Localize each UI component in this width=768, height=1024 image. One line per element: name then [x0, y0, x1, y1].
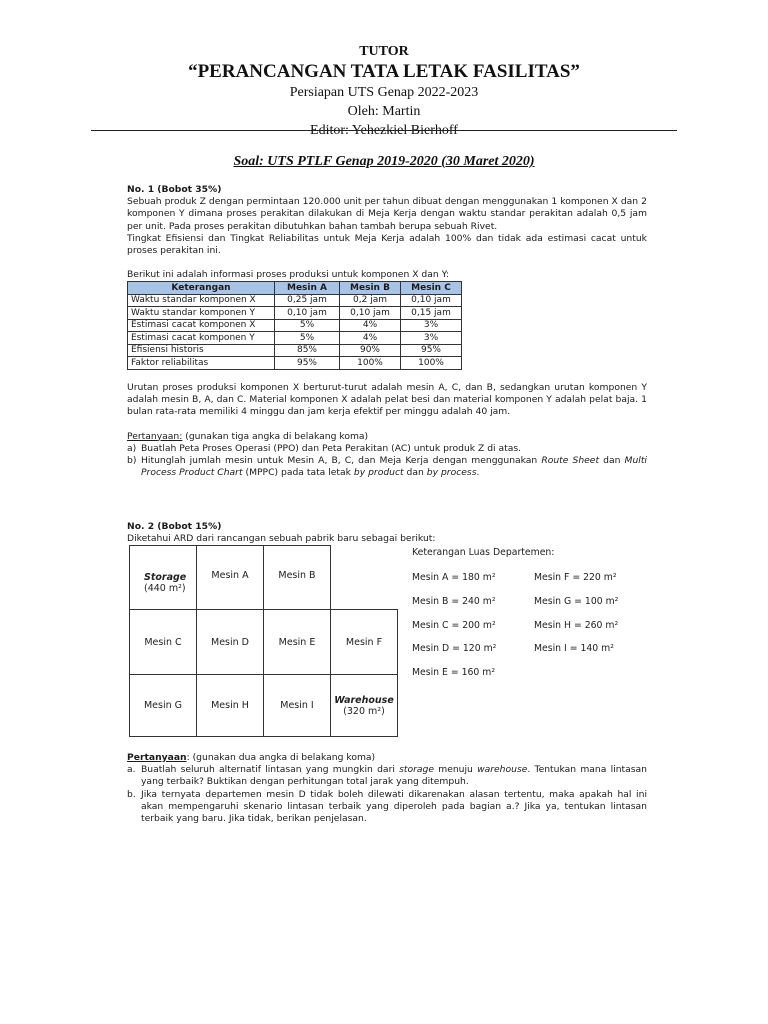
warehouse-label: Warehouse	[334, 694, 394, 706]
ard-cell-mesin-c	[129, 609, 197, 675]
list-marker: a)	[127, 442, 137, 454]
header-author: Oleh: Martin	[347, 104, 421, 119]
text-run: . Tentukan mana lintasan yang terbaik? Buktikan dengan perhitungan total jarak yang ditempuh.	[141, 764, 647, 788]
table-header-row	[128, 282, 462, 295]
table-cell: Estimasi cacat komponen Y	[128, 332, 275, 345]
table-cell: 4%	[340, 332, 401, 345]
area-item: Mesin A = 180 m²	[412, 572, 496, 583]
text-run: .	[476, 467, 480, 479]
question-1-paragraph-3: Urutan proses produksi komponen X berturut-turut adalah mesin A, C, dan B, sedangkan urutan komponen Y adalah mesin B, A, dan C. Material komponen X adalah pelat besi dan material komponen Y adalah pelat baja. 1 bulan rata-rata memiliki 4 minggu dan jam kerja efektif per minggu adalah 40 jam.	[127, 381, 647, 418]
question-1-prompt-note: (gunakan tiga angka di belakang koma)	[182, 430, 369, 442]
list-marker: b.	[127, 788, 136, 800]
text-run-italic: by process	[426, 467, 477, 479]
ard-cell-label: Mesin D	[211, 636, 249, 648]
table-cell: 0,25 jam	[275, 294, 340, 307]
text-run: menuju	[434, 764, 478, 776]
table-cell: 100%	[340, 357, 401, 370]
question-2-heading-block	[127, 521, 647, 545]
question-1-heading: No. 1 (Bobot 35%)	[127, 184, 222, 195]
ard-cell-label: Mesin H	[211, 700, 249, 711]
table-cell: 0,15 jam	[401, 307, 462, 320]
table-row	[128, 294, 462, 307]
question-2-prompt-note: : (gunakan dua angka di belakang koma)	[186, 752, 376, 763]
ard-cell-label: Mesin B	[278, 570, 316, 581]
area-item: Mesin C = 200 m²	[412, 620, 496, 631]
question-2-prompt	[127, 752, 647, 764]
warehouse-area: (320 m²)	[343, 705, 385, 717]
text-run: Hitunglah jumlah mesin untuk Mesin A, B, C, dan Meja Kerja dengan menggunakan	[141, 454, 542, 466]
ard-cell-label: Mesin C	[144, 636, 182, 648]
storage-label: Storage	[144, 572, 187, 583]
production-info-table	[127, 281, 462, 370]
table-cell: 0,10 jam	[275, 307, 340, 320]
header-divider	[91, 130, 677, 131]
table-cell: Efisiensi historis	[128, 344, 275, 357]
list-marker: a.	[127, 764, 136, 776]
header-tutor: TUTOR	[359, 44, 409, 59]
ard-cell-mesin-a	[196, 545, 264, 610]
question-1a-text: Buatlah Peta Proses Operasi (PPO) dan Peta Perakitan (AC) untuk produk Z di atas.	[141, 442, 522, 454]
table-cell: 5%	[275, 319, 340, 332]
question-2-prompt-label: Pertanyaan	[127, 752, 187, 763]
ard-cell-mesin-e	[263, 609, 331, 675]
table-cell: 95%	[401, 344, 462, 357]
header-editor: Editor: Yehezkiel Bierhoff	[310, 123, 458, 138]
question-1-prompt	[127, 431, 647, 443]
list-item	[127, 789, 647, 826]
question-1-section	[127, 184, 647, 479]
ard-cell-mesin-d	[196, 609, 264, 675]
ard-cell-mesin-h	[196, 674, 264, 737]
question-2-heading: No. 2 (Bobot 15%)	[127, 521, 222, 532]
table-intro: Berikut ini adalah informasi proses produksi untuk komponen X dan Y:	[127, 269, 450, 281]
ard-cell-mesin-g	[129, 674, 197, 737]
question-1-prompt-label: Pertanyaan:	[127, 430, 183, 442]
question-2-section	[127, 752, 647, 825]
table-row	[128, 307, 462, 320]
table-cell: 3%	[401, 332, 462, 345]
list-item	[127, 764, 647, 788]
table-cell: 4%	[340, 319, 401, 332]
question-2-list	[127, 764, 647, 825]
question-1-paragraph-1: Sebuah produk Z dengan permintaan 120.000 unit per tahun dibuat dengan menggunakan 1 komponen X dan 2 komponen Y dimana proses perakitan dilakukan di Meja Kerja dengan waktu standar perakitan adalah 0,5 jam per unit. Pada proses perakitan dibutuhkan bahan tambah berupa sebuah Rivet.	[127, 196, 647, 232]
table-cell: Waktu standar komponen X	[128, 294, 275, 307]
ard-cell-label: Mesin G	[143, 700, 183, 711]
question-1-paragraph-2: Tingkat Efisiensi dan Tingkat Reliabilitas untuk Meja Kerja adalah 100% dan tidak ada estimasi cacat untuk proses perakitan ini.	[127, 232, 647, 257]
question-2a-text	[141, 764, 647, 787]
ard-cell-label: Mesin E	[278, 636, 316, 648]
table-header-cell: Mesin B	[340, 282, 401, 295]
table-cell: 90%	[340, 344, 401, 357]
area-item: Mesin F = 220 m²	[534, 572, 617, 583]
list-item	[127, 443, 647, 455]
text-run-italic: by product	[353, 467, 404, 479]
list-marker: b)	[127, 454, 137, 466]
table-cell: 85%	[275, 344, 340, 357]
table-cell: 0,10 jam	[340, 307, 401, 320]
text-run-italic: Multi Process Product Chart	[141, 454, 647, 479]
table-cell: Estimasi cacat komponen X	[128, 319, 275, 332]
table-row	[128, 319, 462, 332]
ard-cell-label: Mesin A	[211, 570, 249, 581]
table-cell: 95%	[275, 357, 340, 370]
text-run: (MPPC) pada tata letak	[242, 467, 354, 479]
list-item	[127, 455, 647, 479]
table-cell: 0,10 jam	[401, 294, 462, 307]
storage-area: (440 m²)	[144, 583, 186, 594]
text-run-italic: storage	[399, 764, 435, 776]
ard-cell-warehouse	[330, 674, 398, 737]
document-header	[0, 44, 768, 140]
ard-cell-mesin-f	[330, 609, 398, 675]
ard-cell-storage	[129, 545, 197, 610]
table-cell: 100%	[401, 357, 462, 370]
area-item: Mesin E = 160 m²	[412, 667, 496, 678]
ard-cell-label: Mesin I	[280, 700, 314, 711]
table-row	[128, 332, 462, 345]
table-cell: Waktu standar komponen Y	[128, 307, 275, 320]
area-item: Mesin G = 100 m²	[534, 596, 619, 607]
text-run: Buatlah seluruh alternatif lintasan yang mungkin dari	[141, 764, 400, 776]
text-run-italic: Route Sheet	[541, 454, 600, 466]
ard-cell-mesin-i	[263, 674, 331, 737]
table-header-cell: Mesin C	[401, 282, 462, 295]
text-run: dan	[599, 454, 625, 466]
table-cell: Faktor reliabilitas	[128, 357, 275, 370]
table-row	[128, 357, 462, 370]
text-run: dan	[403, 467, 427, 479]
question-1b-text	[141, 455, 647, 478]
area-item: Mesin H = 260 m²	[534, 620, 619, 631]
question-2b-text: Jika ternyata departemen mesin D tidak boleh dilewati dikarenakan alasan tertentu, maka apakah hal ini akan mempengaruhi skenario lintasan terbaik yang diperoleh pada bagian a.? Jika ya, tentukan lintasan terbaik yang baru. Jika tidak, berikan penjelasan.	[141, 788, 647, 825]
ard-cell-label: Mesin F	[345, 636, 383, 648]
question-2-intro: Diketahui ARD dari rancangan sebuah pabrik baru sebagai berikut:	[127, 533, 436, 545]
table-cell: 0,2 jam	[340, 294, 401, 307]
table-header-cell: Keterangan	[128, 282, 275, 295]
question-1-list	[127, 443, 647, 480]
area-list-title: Keterangan Luas Departemen:	[412, 547, 555, 558]
exam-title: Soal: UTS PTLF Genap 2019-2020 (30 Maret 2020)	[233, 154, 535, 169]
text-run-italic: warehouse	[477, 764, 528, 776]
ard-diagram	[129, 545, 398, 737]
table-cell: 5%	[275, 332, 340, 345]
document-title: “PERANCANGAN TATA LETAK FASILITAS”	[188, 61, 580, 82]
table-row	[128, 344, 462, 357]
ard-cell-mesin-b	[263, 545, 331, 610]
area-item: Mesin B = 240 m²	[412, 596, 496, 607]
area-item: Mesin D = 120 m²	[412, 643, 497, 654]
area-item: Mesin I = 140 m²	[534, 643, 614, 654]
table-cell: 3%	[401, 319, 462, 332]
header-subtitle: Persiapan UTS Genap 2022-2023	[289, 85, 479, 100]
table-header-cell: Mesin A	[275, 282, 340, 295]
